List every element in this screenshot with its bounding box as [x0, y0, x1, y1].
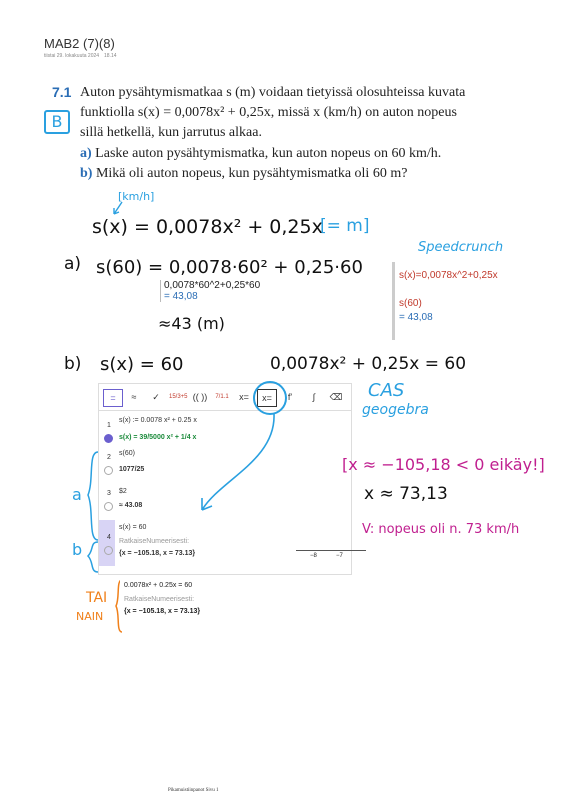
row-number: 1	[107, 422, 111, 429]
visibility-toggle[interactable]	[104, 546, 113, 555]
inline-calc	[160, 280, 260, 302]
speedcrunch-result: = 43,08	[399, 312, 433, 323]
subtask-b-label: b)	[80, 166, 93, 181]
bracket-a-label: a	[72, 485, 82, 504]
task-text-line3: sillä hetkellä, kun jarrutus alkaa.	[80, 125, 262, 140]
geogebra-label: geogebra	[362, 402, 429, 418]
tool-approx-button[interactable]: ≈	[131, 392, 137, 402]
task-text-line2: funktiolla s(x) = 0,0078x² + 0,25x, missä x (km/h) on auton nopeus	[80, 105, 457, 120]
row-number: 4	[107, 534, 111, 541]
visibility-toggle[interactable]	[104, 434, 113, 443]
row-number: 3	[107, 490, 111, 497]
subtask-a-text: Laske auton pysähtymismatka, kun auton nopeus on 60 km/h.	[95, 146, 442, 161]
date-label: tiistai 29. lokakuuta 2024	[44, 53, 100, 59]
tai-label: TAI	[86, 590, 108, 606]
part-b-eq1: s(x) = 60	[100, 354, 184, 375]
part-a-label: a)	[64, 254, 82, 274]
subtask-b-text: Mikä oli auton nopeus, kun pysähtymismatka oli 60 m?	[95, 166, 408, 181]
part-b-label: b)	[64, 354, 82, 374]
formula-unit: [= m]	[320, 216, 370, 236]
kmh-note: [km/h]	[118, 190, 155, 203]
result-negative: [x ≈ −105,18 < 0 eikäy!]	[342, 455, 545, 474]
cas-row4-input[interactable]: s(x) = 60	[119, 524, 147, 531]
difficulty-badge: B	[44, 110, 70, 134]
tool-derivative-button[interactable]: f'	[287, 392, 293, 402]
tool-check-button[interactable]: ✓	[152, 392, 160, 402]
speedcrunch-panel	[392, 262, 521, 340]
cas-row2-input[interactable]: s(60)	[119, 450, 135, 457]
time-label: 18.14	[104, 53, 117, 59]
cas-row1-input[interactable]: s(x) := 0.0078 x² + 0.25 x	[119, 417, 197, 424]
axis-tick-label: −8	[310, 553, 317, 559]
subtask-b	[80, 166, 407, 182]
speedcrunch-label: Speedcrunch	[418, 240, 504, 255]
part-a-result: ≈43 (m)	[158, 314, 225, 333]
speedcrunch-s60: s(60)	[399, 298, 422, 309]
nain-label: NAIN	[76, 610, 104, 623]
page-title: MAB2 (7)(8)	[44, 36, 115, 51]
tool-parens-button[interactable]: (( ))	[192, 392, 208, 402]
tool-fraction-button[interactable]: 15/3+5	[169, 394, 188, 400]
part-b-eq2: 0,0078x² + 0,25x = 60	[270, 354, 467, 374]
subtask-a	[80, 146, 441, 162]
cas-label: CAS	[368, 380, 405, 401]
row-number: 2	[107, 454, 111, 461]
axis-tick-label: −7	[336, 553, 343, 559]
cas-row2-output: 1077/25	[119, 466, 145, 473]
formula: s(x) = 0,0078x² + 0,25x	[92, 216, 323, 238]
tool-numeric-button[interactable]: 7/1.1	[215, 394, 229, 400]
subtask-a-label: a)	[80, 146, 92, 161]
cas-row4-output: {x = −105.18, x = 73.13}	[119, 550, 196, 557]
graph-axis	[296, 550, 366, 551]
visibility-toggle[interactable]	[104, 466, 113, 475]
tool-integral-button[interactable]: ∫	[312, 392, 316, 402]
tool-solve-numeric-button[interactable]: x=	[257, 389, 277, 407]
speedcrunch-def: s(x)=0,0078x^2+0,25x	[399, 270, 498, 281]
inline-calc-result: = 43,08	[164, 291, 198, 302]
visibility-toggle[interactable]	[104, 502, 113, 511]
task-text-line1: Auton pysähtymismatkaa s (m) voidaan tietyissä olosuhteissa kuvata	[80, 85, 466, 100]
cas-row1-output: s(x) = 39/5000 x² + 1/4 x	[119, 434, 197, 441]
bracket-b-label: b	[72, 540, 83, 559]
tool-solve-button[interactable]: x=	[239, 392, 249, 402]
brace-icon	[84, 450, 104, 575]
cas-alt-output: {x = −105.18, x = 73.13}	[124, 608, 201, 615]
result-positive: x ≈ 73,13	[364, 484, 448, 504]
footer-text: Pikamuistiinpanot Sivu 1	[168, 788, 219, 793]
cas-row3-output: ≈ 43.08	[119, 502, 143, 509]
inline-calc-input: 0,0078*60^2+0,25*60	[164, 280, 261, 291]
tool-equals-button[interactable]: =	[103, 389, 123, 407]
cas-row4-command: RatkaiseNumeerisesti:	[119, 538, 190, 545]
cas-row3-input[interactable]: $2	[119, 488, 127, 495]
cas-alt-input: 0.0078x² + 0.25x = 60	[124, 582, 193, 589]
annotation-arrow	[180, 370, 310, 520]
answer: V: nopeus oli n. 73 km/h	[362, 522, 520, 537]
eraser-icon[interactable]: ⌫	[329, 392, 343, 402]
cas-panel-alt	[120, 578, 240, 628]
task-number: 7.1	[52, 84, 72, 100]
part-a-equation: s(60) = 0,0078·60² + 0,25·60	[96, 257, 363, 278]
cas-alt-command: RatkaiseNumeerisesti:	[124, 596, 195, 603]
